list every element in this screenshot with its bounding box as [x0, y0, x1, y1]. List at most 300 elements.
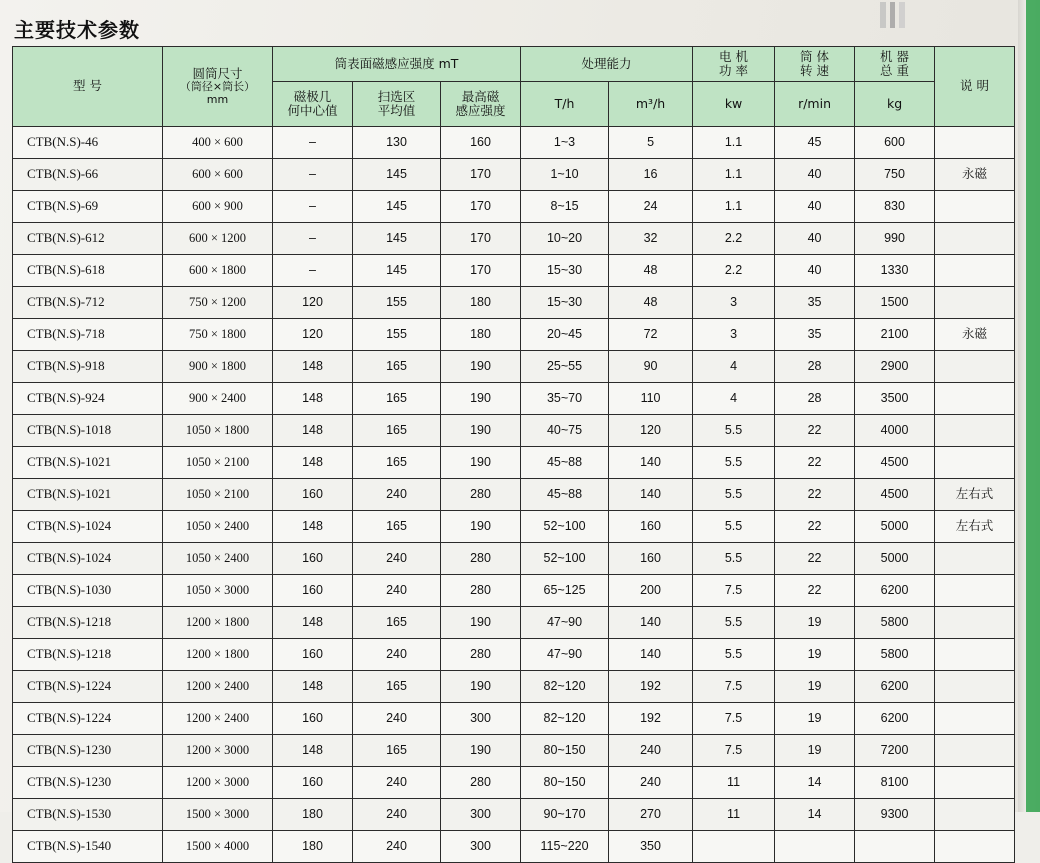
- cell-drum-size: 900 × 2400: [163, 383, 273, 415]
- cell-sweep-avg: 155: [353, 287, 441, 319]
- table-row: [13, 575, 1015, 607]
- cell-motor-power: 4: [693, 351, 775, 383]
- cell-model: CTB(N.S)-1021: [13, 447, 163, 479]
- drum-size-line1: 圆筒尺寸: [192, 65, 243, 81]
- col-header-drum-speed: [775, 47, 855, 82]
- cell-remark: [935, 703, 1015, 735]
- cell-drum-size: 1050 × 2400: [163, 543, 273, 575]
- cell-pole-center: 148: [273, 607, 353, 639]
- cell-capacity-m3h: 120: [609, 415, 693, 447]
- cell-weight: 9300: [855, 799, 935, 831]
- cell-pole-center: –: [273, 191, 353, 223]
- motor-power-line1: 电 机: [719, 48, 749, 64]
- cell-drum-speed: 28: [775, 383, 855, 415]
- cell-weight: 600: [855, 127, 935, 159]
- table-row: [13, 639, 1015, 671]
- cell-max-flux: 280: [441, 575, 521, 607]
- cell-sweep-avg: 165: [353, 671, 441, 703]
- table-row: [13, 511, 1015, 543]
- table-row: [13, 831, 1015, 863]
- cell-drum-speed: [775, 831, 855, 863]
- cell-capacity-m3h: 192: [609, 671, 693, 703]
- cell-drum-size: 1500 × 4000: [163, 831, 273, 863]
- cell-model: CTB(N.S)-618: [13, 255, 163, 287]
- table-row: [13, 767, 1015, 799]
- cell-max-flux: 160: [441, 127, 521, 159]
- cell-model: CTB(N.S)-612: [13, 223, 163, 255]
- cell-capacity-m3h: 24: [609, 191, 693, 223]
- cell-drum-speed: 22: [775, 575, 855, 607]
- cell-capacity-th: 20~45: [521, 319, 609, 351]
- cell-motor-power: 5.5: [693, 479, 775, 511]
- cell-weight: 5800: [855, 607, 935, 639]
- cell-model: CTB(N.S)-46: [13, 127, 163, 159]
- cell-remark: [935, 447, 1015, 479]
- cell-sweep-avg: 165: [353, 351, 441, 383]
- cell-drum-speed: 22: [775, 415, 855, 447]
- cell-max-flux: 190: [441, 735, 521, 767]
- cell-model: CTB(N.S)-712: [13, 287, 163, 319]
- cell-model: CTB(N.S)-1218: [13, 607, 163, 639]
- drum-speed-line2: 转 速: [800, 63, 830, 78]
- cell-capacity-th: 45~88: [521, 447, 609, 479]
- cell-pole-center: 180: [273, 799, 353, 831]
- col-header-motor-power: [693, 47, 775, 82]
- cell-model: CTB(N.S)-1030: [13, 575, 163, 607]
- cell-pole-center: 160: [273, 703, 353, 735]
- cell-pole-center: 148: [273, 383, 353, 415]
- cell-model: CTB(N.S)-1024: [13, 543, 163, 575]
- cell-motor-power: 7.5: [693, 671, 775, 703]
- cell-max-flux: 280: [441, 543, 521, 575]
- cell-remark: [935, 799, 1015, 831]
- cell-capacity-m3h: 32: [609, 223, 693, 255]
- cell-remark: 永磁: [935, 159, 1015, 191]
- col-header-weight: [855, 47, 935, 82]
- cell-motor-power: 7.5: [693, 575, 775, 607]
- table-row: [13, 223, 1015, 255]
- cell-motor-power: 7.5: [693, 703, 775, 735]
- cell-motor-power: 11: [693, 767, 775, 799]
- cell-sweep-avg: 165: [353, 511, 441, 543]
- cell-max-flux: 190: [441, 671, 521, 703]
- cell-motor-power: 1.1: [693, 159, 775, 191]
- cell-weight: 8100: [855, 767, 935, 799]
- cell-pole-center: 148: [273, 351, 353, 383]
- cell-max-flux: 300: [441, 703, 521, 735]
- cell-model: CTB(N.S)-918: [13, 351, 163, 383]
- cell-weight: 1330: [855, 255, 935, 287]
- cell-drum-size: 1050 × 1800: [163, 415, 273, 447]
- cell-weight: 750: [855, 159, 935, 191]
- cell-capacity-m3h: 5: [609, 127, 693, 159]
- cell-drum-size: 1050 × 2400: [163, 511, 273, 543]
- cell-sweep-avg: 165: [353, 607, 441, 639]
- cell-sweep-avg: 145: [353, 191, 441, 223]
- cell-sweep-avg: 240: [353, 799, 441, 831]
- cell-drum-speed: 22: [775, 543, 855, 575]
- cell-capacity-th: 82~120: [521, 671, 609, 703]
- cell-pole-center: 160: [273, 639, 353, 671]
- cell-model: CTB(N.S)-69: [13, 191, 163, 223]
- cell-capacity-m3h: 240: [609, 735, 693, 767]
- cell-capacity-m3h: 270: [609, 799, 693, 831]
- cell-weight: 2100: [855, 319, 935, 351]
- cell-model: CTB(N.S)-1224: [13, 703, 163, 735]
- cell-drum-speed: 40: [775, 159, 855, 191]
- sweep-avg-line2: 平均值: [377, 103, 416, 118]
- cell-remark: [935, 767, 1015, 799]
- cell-sweep-avg: 165: [353, 447, 441, 479]
- pole-center-line1: 磁极几: [293, 88, 332, 104]
- cell-motor-power: 2.2: [693, 223, 775, 255]
- cell-max-flux: 190: [441, 511, 521, 543]
- cell-sweep-avg: 165: [353, 383, 441, 415]
- cell-sweep-avg: 130: [353, 127, 441, 159]
- table-row: [13, 543, 1015, 575]
- cell-capacity-m3h: 200: [609, 575, 693, 607]
- cell-capacity-m3h: 140: [609, 639, 693, 671]
- cell-motor-power: 4: [693, 383, 775, 415]
- cell-max-flux: 170: [441, 191, 521, 223]
- cell-motor-power: 2.2: [693, 255, 775, 287]
- cell-drum-size: 600 × 900: [163, 191, 273, 223]
- cell-pole-center: 120: [273, 287, 353, 319]
- drum-speed-line1: 筒 体: [800, 48, 830, 64]
- cell-pole-center: 148: [273, 415, 353, 447]
- cell-max-flux: 300: [441, 831, 521, 863]
- cell-remark: [935, 223, 1015, 255]
- cell-motor-power: [693, 831, 775, 863]
- cell-drum-size: 900 × 1800: [163, 351, 273, 383]
- cell-capacity-th: 15~30: [521, 287, 609, 319]
- cell-capacity-m3h: 110: [609, 383, 693, 415]
- cell-sweep-avg: 240: [353, 543, 441, 575]
- cell-sweep-avg: 240: [353, 639, 441, 671]
- table-row: [13, 351, 1015, 383]
- cell-sweep-avg: 155: [353, 319, 441, 351]
- cell-model: CTB(N.S)-1021: [13, 479, 163, 511]
- table-row: [13, 127, 1015, 159]
- cell-capacity-th: 52~100: [521, 543, 609, 575]
- cell-max-flux: 190: [441, 447, 521, 479]
- weight-line2: 总 重: [880, 63, 910, 78]
- cell-sweep-avg: 240: [353, 831, 441, 863]
- cell-remark: [935, 575, 1015, 607]
- cell-drum-speed: 22: [775, 447, 855, 479]
- cell-weight: 7200: [855, 735, 935, 767]
- cell-model: CTB(N.S)-924: [13, 383, 163, 415]
- surface-flux-unit: mT: [438, 55, 459, 71]
- cell-drum-size: 1200 × 2400: [163, 671, 273, 703]
- cell-model: CTB(N.S)-1218: [13, 639, 163, 671]
- cell-capacity-m3h: 240: [609, 767, 693, 799]
- cell-capacity-m3h: 16: [609, 159, 693, 191]
- specification-table: [12, 46, 1015, 863]
- cell-motor-power: 5.5: [693, 511, 775, 543]
- cell-remark: 左右式: [935, 511, 1015, 543]
- col-header-remark: 说 明: [935, 47, 1015, 127]
- cell-remark: [935, 191, 1015, 223]
- cell-sweep-avg: 240: [353, 479, 441, 511]
- table-row: [13, 735, 1015, 767]
- cell-drum-speed: 40: [775, 191, 855, 223]
- cell-drum-speed: 28: [775, 351, 855, 383]
- col-header-pole-center: [273, 82, 353, 127]
- cell-capacity-m3h: 140: [609, 607, 693, 639]
- cell-motor-power: 5.5: [693, 607, 775, 639]
- cell-sweep-avg: 240: [353, 767, 441, 799]
- cell-capacity-th: 115~220: [521, 831, 609, 863]
- cell-capacity-th: 90~170: [521, 799, 609, 831]
- cell-drum-size: 1050 × 3000: [163, 575, 273, 607]
- cell-drum-speed: 45: [775, 127, 855, 159]
- sweep-avg-line1: 扫选区: [377, 88, 416, 104]
- cell-drum-size: 750 × 1200: [163, 287, 273, 319]
- cell-model: CTB(N.S)-1230: [13, 735, 163, 767]
- table-header: [13, 47, 1015, 127]
- cell-motor-power: 1.1: [693, 127, 775, 159]
- cell-capacity-m3h: 140: [609, 447, 693, 479]
- col-header-max-flux: [441, 82, 521, 127]
- cell-capacity-th: 40~75: [521, 415, 609, 447]
- cell-remark: [935, 639, 1015, 671]
- cell-capacity-th: 10~20: [521, 223, 609, 255]
- cell-remark: [935, 831, 1015, 863]
- cell-max-flux: 190: [441, 607, 521, 639]
- cell-drum-speed: 35: [775, 287, 855, 319]
- cell-max-flux: 190: [441, 351, 521, 383]
- drum-size-line2: （筒径×筒长）: [179, 80, 256, 94]
- cell-capacity-m3h: 140: [609, 479, 693, 511]
- cell-capacity-th: 45~88: [521, 479, 609, 511]
- page-title: 主要技术参数: [14, 18, 140, 42]
- cell-capacity-m3h: 192: [609, 703, 693, 735]
- cell-weight: 6200: [855, 671, 935, 703]
- cell-sweep-avg: 145: [353, 255, 441, 287]
- cell-motor-power: 3: [693, 319, 775, 351]
- cell-drum-size: 1200 × 1800: [163, 607, 273, 639]
- cell-model: CTB(N.S)-1224: [13, 671, 163, 703]
- cell-pole-center: 180: [273, 831, 353, 863]
- cell-drum-speed: 22: [775, 479, 855, 511]
- cell-capacity-m3h: 72: [609, 319, 693, 351]
- cell-pole-center: 148: [273, 511, 353, 543]
- cell-max-flux: 190: [441, 415, 521, 447]
- col-header-capacity-th: T/h: [521, 82, 609, 127]
- cell-capacity-th: 1~3: [521, 127, 609, 159]
- cell-drum-size: 1200 × 3000: [163, 735, 273, 767]
- cell-capacity-th: 80~150: [521, 767, 609, 799]
- cell-model: CTB(N.S)-1540: [13, 831, 163, 863]
- cell-max-flux: 280: [441, 639, 521, 671]
- cell-max-flux: 170: [441, 255, 521, 287]
- cell-remark: 左右式: [935, 479, 1015, 511]
- cell-weight: 6200: [855, 703, 935, 735]
- cell-sweep-avg: 240: [353, 703, 441, 735]
- cell-pole-center: 160: [273, 543, 353, 575]
- cell-drum-speed: 19: [775, 735, 855, 767]
- cell-drum-speed: 40: [775, 223, 855, 255]
- cell-remark: [935, 607, 1015, 639]
- cell-remark: [935, 255, 1015, 287]
- cell-drum-speed: 19: [775, 703, 855, 735]
- cell-drum-size: 1200 × 1800: [163, 639, 273, 671]
- cell-drum-size: 750 × 1800: [163, 319, 273, 351]
- cell-drum-size: 600 × 1200: [163, 223, 273, 255]
- cell-pole-center: 120: [273, 319, 353, 351]
- cell-max-flux: 170: [441, 159, 521, 191]
- table-row: [13, 479, 1015, 511]
- cell-pole-center: –: [273, 127, 353, 159]
- cell-capacity-th: 8~15: [521, 191, 609, 223]
- cell-drum-speed: 19: [775, 671, 855, 703]
- cell-capacity-m3h: 90: [609, 351, 693, 383]
- cell-drum-size: 1050 × 2100: [163, 447, 273, 479]
- cell-capacity-m3h: 160: [609, 543, 693, 575]
- table-row: [13, 319, 1015, 351]
- cell-capacity-th: 82~120: [521, 703, 609, 735]
- cell-remark: [935, 287, 1015, 319]
- cell-drum-speed: 40: [775, 255, 855, 287]
- cell-weight: 1500: [855, 287, 935, 319]
- cell-capacity-th: 35~70: [521, 383, 609, 415]
- col-header-sweep-avg: [353, 82, 441, 127]
- cell-drum-speed: 22: [775, 511, 855, 543]
- cell-weight: 6200: [855, 575, 935, 607]
- cell-weight: 5800: [855, 639, 935, 671]
- cell-sweep-avg: 145: [353, 159, 441, 191]
- col-header-model: 型 号: [13, 47, 163, 127]
- cell-pole-center: 148: [273, 735, 353, 767]
- cell-weight: 5000: [855, 511, 935, 543]
- col-header-capacity-m3h: m³/h: [609, 82, 693, 127]
- cell-weight: 4000: [855, 415, 935, 447]
- cell-capacity-th: 25~55: [521, 351, 609, 383]
- cell-capacity-th: 47~90: [521, 639, 609, 671]
- weight-line1: 机 器: [880, 48, 910, 64]
- col-header-surface-flux-group: [273, 47, 521, 82]
- cell-model: CTB(N.S)-1024: [13, 511, 163, 543]
- cell-capacity-th: 47~90: [521, 607, 609, 639]
- col-header-motor-unit: kw: [693, 82, 775, 127]
- cell-motor-power: 5.5: [693, 639, 775, 671]
- cell-weight: 3500: [855, 383, 935, 415]
- cell-pole-center: 148: [273, 447, 353, 479]
- cell-capacity-th: 1~10: [521, 159, 609, 191]
- col-header-weight-unit: kg: [855, 82, 935, 127]
- cell-max-flux: 190: [441, 383, 521, 415]
- max-flux-line2: 感应强度: [455, 103, 506, 118]
- col-header-speed-unit: r/min: [775, 82, 855, 127]
- motor-power-line2: 功 率: [719, 63, 749, 78]
- cell-drum-speed: 19: [775, 639, 855, 671]
- cell-motor-power: 5.5: [693, 415, 775, 447]
- cell-drum-speed: 14: [775, 799, 855, 831]
- cell-sweep-avg: 240: [353, 575, 441, 607]
- cell-capacity-th: 15~30: [521, 255, 609, 287]
- cell-pole-center: 160: [273, 575, 353, 607]
- cell-remark: [935, 543, 1015, 575]
- cell-model: CTB(N.S)-66: [13, 159, 163, 191]
- cell-weight: [855, 831, 935, 863]
- table-row: [13, 255, 1015, 287]
- cell-drum-size: 400 × 600: [163, 127, 273, 159]
- cell-weight: 4500: [855, 447, 935, 479]
- printer-registration-mark: [880, 2, 910, 28]
- cell-weight: 990: [855, 223, 935, 255]
- col-header-drum-size: [163, 47, 273, 127]
- table-row: [13, 415, 1015, 447]
- table-body: [13, 127, 1015, 863]
- cell-remark: [935, 735, 1015, 767]
- cell-pole-center: 160: [273, 479, 353, 511]
- cell-motor-power: 5.5: [693, 447, 775, 479]
- surface-flux-label: 筒表面磁感应强度: [334, 55, 435, 71]
- cell-remark: [935, 383, 1015, 415]
- cell-drum-speed: 14: [775, 767, 855, 799]
- cell-remark: [935, 415, 1015, 447]
- cell-sweep-avg: 165: [353, 735, 441, 767]
- cell-pole-center: 148: [273, 671, 353, 703]
- cell-weight: 4500: [855, 479, 935, 511]
- cell-capacity-th: 52~100: [521, 511, 609, 543]
- cell-drum-speed: 35: [775, 319, 855, 351]
- cell-capacity-m3h: 350: [609, 831, 693, 863]
- cell-remark: [935, 127, 1015, 159]
- cell-remark: 永磁: [935, 319, 1015, 351]
- cell-model: CTB(N.S)-1530: [13, 799, 163, 831]
- cell-pole-center: –: [273, 255, 353, 287]
- cell-motor-power: 3: [693, 287, 775, 319]
- cell-pole-center: –: [273, 223, 353, 255]
- cell-drum-size: 1500 × 3000: [163, 799, 273, 831]
- cell-weight: 830: [855, 191, 935, 223]
- cell-motor-power: 5.5: [693, 543, 775, 575]
- cell-model: CTB(N.S)-1230: [13, 767, 163, 799]
- cell-remark: [935, 671, 1015, 703]
- cell-max-flux: 280: [441, 479, 521, 511]
- cell-max-flux: 300: [441, 799, 521, 831]
- pole-center-line2: 何中心值: [287, 103, 338, 118]
- cell-pole-center: –: [273, 159, 353, 191]
- cell-max-flux: 180: [441, 287, 521, 319]
- cell-max-flux: 280: [441, 767, 521, 799]
- cell-capacity-m3h: 48: [609, 255, 693, 287]
- cell-motor-power: 1.1: [693, 191, 775, 223]
- table-row: [13, 447, 1015, 479]
- cell-max-flux: 170: [441, 223, 521, 255]
- cell-sweep-avg: 145: [353, 223, 441, 255]
- page-edge-green-band: [1026, 0, 1040, 812]
- cell-motor-power: 11: [693, 799, 775, 831]
- cell-sweep-avg: 165: [353, 415, 441, 447]
- table-row: [13, 287, 1015, 319]
- col-header-capacity-group: 处理能力: [521, 47, 693, 82]
- table-row: [13, 607, 1015, 639]
- table-row: [13, 191, 1015, 223]
- table-row: [13, 671, 1015, 703]
- table-row: [13, 799, 1015, 831]
- drum-size-unit: mm: [206, 92, 229, 106]
- cell-weight: 5000: [855, 543, 935, 575]
- cell-motor-power: 7.5: [693, 735, 775, 767]
- table-row: [13, 703, 1015, 735]
- cell-drum-size: 1050 × 2100: [163, 479, 273, 511]
- cell-remark: [935, 351, 1015, 383]
- table-row: [13, 159, 1015, 191]
- cell-drum-size: 600 × 600: [163, 159, 273, 191]
